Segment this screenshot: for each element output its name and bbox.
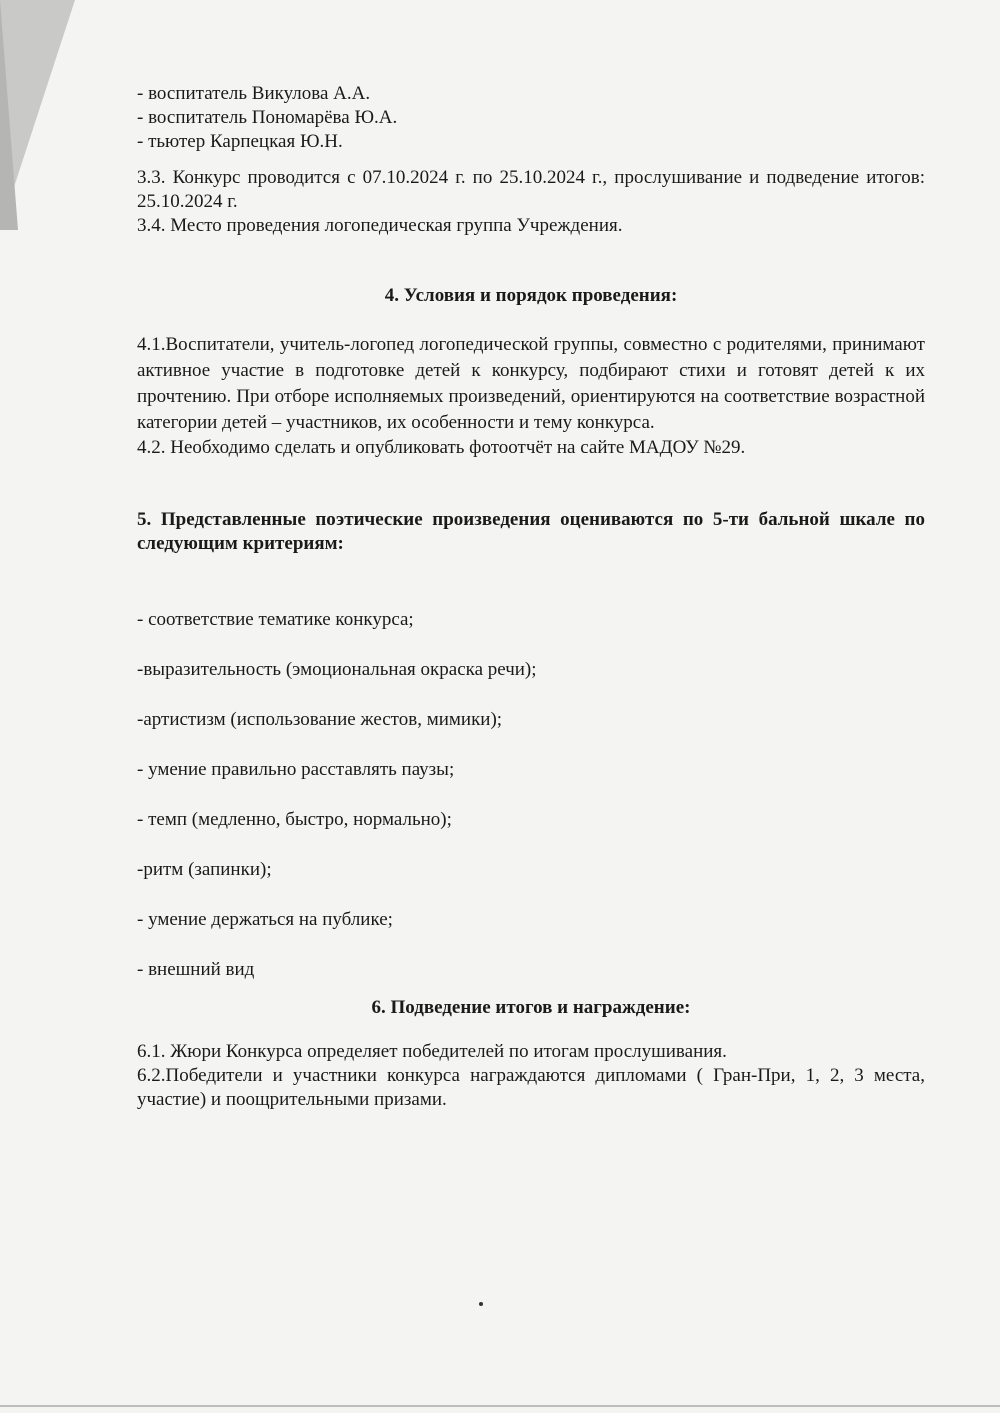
section-6-heading: 6. Подведение итогов и награждение: (371, 997, 691, 1018)
scan-dot (479, 1302, 483, 1306)
criteria-item: - умение держаться на публике; (137, 909, 393, 930)
paragraph-3-3: 3.3. Конкурс проводится с 07.10.2024 г. по 25.10.2024 г., прослушивание и подведение итогов: 25.10.2024 г. (137, 167, 925, 212)
jury-member: - воспитатель Пономарёва Ю.А. (137, 107, 398, 128)
paragraph-6-1: 6.1. Жюри Конкурса определяет победителей по итогам прослушивания. (137, 1041, 727, 1062)
criteria-item: -артистизм (использование жестов, мимики); (137, 709, 503, 730)
criteria-item: - внешний вид (137, 959, 255, 980)
criteria-item: -ритм (запинки); (137, 859, 272, 880)
section-5-heading: 5. Представленные поэтические произведения оцениваются по 5-ти бальной шкале по следующим критериям: (137, 509, 925, 554)
paragraph-3-4: 3.4. Место проведения логопедическая группа Учреждения. (137, 215, 623, 236)
criteria-item: - умение правильно расставлять паузы; (137, 759, 455, 780)
corner-shadow (0, 0, 18, 230)
criteria-item: - темп (медленно, быстро, нормально); (137, 809, 452, 830)
document-page (137, 82, 925, 1112)
criteria-list (137, 608, 925, 982)
scan-edge (0, 1405, 1000, 1407)
jury-list (137, 82, 925, 154)
jury-member: - воспитатель Викулова А.А. (137, 83, 371, 104)
criteria-item: -выразительность (эмоциональная окраска речи); (137, 659, 537, 680)
paragraph-4-1: 4.1.Воспитатели, учитель-логопед логопедической группы, совместно с родителями, принимают активное участие в подготовке детей к конкурсу, подбирают стихи и готовят детей к их прочтению. При отборе исполняемых произведений, ориентируются на соответствие возрастной категории детей – участников, их особенности и тему конкурса. (137, 334, 925, 433)
criteria-item: - соответствие тематике конкурса; (137, 609, 414, 630)
jury-member: - тьютер Карпецкая Ю.Н. (137, 131, 343, 152)
section-4-heading: 4. Условия и порядок проведения: (384, 285, 678, 306)
paragraph-4-2: 4.2. Необходимо сделать и опубликовать фотоотчёт на сайте МАДОУ №29. (137, 437, 746, 458)
paragraph-6-2: 6.2.Победители и участники конкурса награждаются дипломами ( Гран-При, 1, 2, 3 места, участие) и поощрительными призами. (137, 1065, 925, 1110)
